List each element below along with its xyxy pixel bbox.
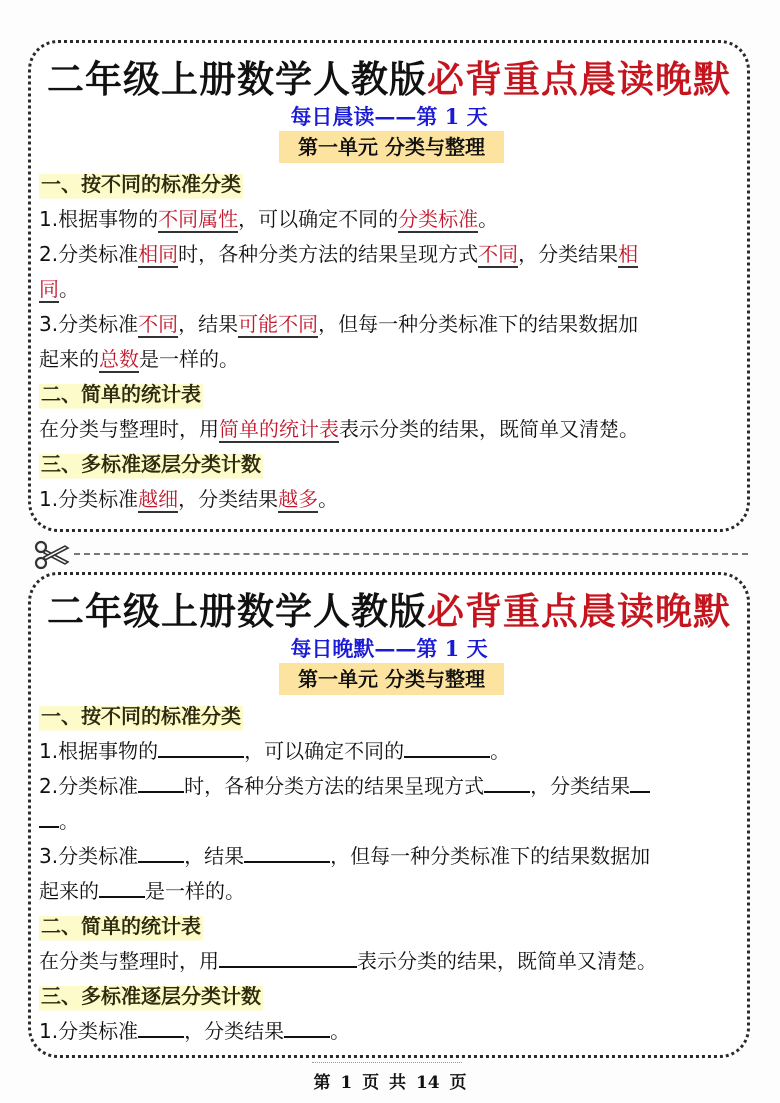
- title-black: 二年级上册数学人教版: [47, 589, 427, 633]
- text: 。: [478, 207, 499, 231]
- fill-blank[interactable]: [99, 874, 145, 898]
- morning-content: [39, 167, 741, 517]
- fill-blank[interactable]: [138, 1014, 184, 1038]
- scissors-icon: [34, 540, 72, 570]
- answer: 不同属性: [158, 207, 239, 231]
- text: 。: [490, 739, 511, 763]
- morning-subtitle: 每日晨读——第 1 天: [290, 104, 488, 129]
- text: 在分类与整理时，用: [39, 417, 219, 441]
- text: 3.分类标准: [39, 844, 139, 868]
- answer: 相: [618, 242, 639, 266]
- text: 起来的: [39, 879, 99, 903]
- text: 表示分类的结果，既简单又清楚。: [357, 949, 657, 973]
- text: 1.分类标准: [39, 1019, 139, 1043]
- answer: 相同: [138, 242, 179, 266]
- fill-blank[interactable]: [219, 944, 357, 968]
- point-3-cont: [39, 342, 741, 377]
- fill-blank[interactable]: [484, 769, 530, 793]
- text: 起来的: [39, 347, 99, 371]
- text: 1.根据事物的: [39, 739, 159, 763]
- blank-3: [39, 839, 741, 874]
- answer: 同: [39, 277, 59, 301]
- text: 表示分类的结果，既简单又清楚。: [339, 417, 639, 441]
- section-heading-1: 一、按不同的标准分类: [39, 699, 243, 734]
- point-2-cont: [39, 272, 741, 307]
- text: ，分类结果: [518, 242, 619, 266]
- fill-blank[interactable]: [138, 769, 184, 793]
- text: 。: [318, 487, 339, 511]
- section-heading-2: 二、简单的统计表: [39, 377, 203, 412]
- text: ，结果: [184, 844, 245, 868]
- main-title: [31, 49, 747, 103]
- blank-2: [39, 769, 741, 804]
- text: 。: [59, 809, 79, 833]
- unit-label: 第一单元 分类与整理: [279, 663, 504, 695]
- answer: 不同: [138, 312, 179, 336]
- title-red: 必背重点晨读晚默: [427, 589, 731, 633]
- answer: 可能不同: [238, 312, 319, 336]
- point-4: [39, 412, 741, 447]
- text: 在分类与整理时，用: [39, 949, 219, 973]
- fill-blank[interactable]: [404, 734, 490, 758]
- blank-1: [39, 734, 741, 769]
- text: 时，各种分类方法的结果呈现方式: [184, 774, 485, 798]
- evening-content: [39, 699, 741, 1049]
- title-red: 必背重点晨读晚默: [427, 57, 731, 101]
- fill-blank[interactable]: [630, 769, 650, 793]
- fill-blank[interactable]: [244, 839, 330, 863]
- text: 2.分类标准: [39, 242, 139, 266]
- point-3: [39, 307, 741, 342]
- section-heading-3: 三、多标准逐层分类计数: [39, 447, 263, 482]
- text: ，分类结果: [178, 487, 279, 511]
- section-heading-1: 一、按不同的标准分类: [39, 167, 243, 202]
- text: 是一样的。: [145, 879, 245, 903]
- point-5: [39, 482, 741, 517]
- text: ，可以确定不同的: [244, 739, 405, 763]
- fill-blank[interactable]: [138, 839, 184, 863]
- footer-rule: [312, 1062, 462, 1063]
- section-heading-3: 三、多标准逐层分类计数: [39, 979, 263, 1014]
- text: ，分类结果: [530, 774, 631, 798]
- blank-5: [39, 1014, 741, 1049]
- text: 1.根据事物的: [39, 207, 159, 231]
- text: ，但每一种分类标准下的结果数据加: [318, 312, 639, 336]
- answer: 越细: [138, 487, 179, 511]
- answer: 简单的统计表: [219, 417, 339, 441]
- evening-subtitle: 每日晚默——第 1 天: [290, 636, 488, 661]
- text: 时，各种分类方法的结果呈现方式: [178, 242, 479, 266]
- text: ，可以确定不同的: [238, 207, 399, 231]
- fill-blank[interactable]: [284, 1014, 330, 1038]
- blank-4: [39, 944, 741, 979]
- main-title: [31, 581, 747, 635]
- text: 3.分类标准: [39, 312, 139, 336]
- blank-2-cont: [39, 804, 741, 839]
- answer: 分类标准: [398, 207, 479, 231]
- fill-blank[interactable]: [39, 804, 59, 828]
- text: 。: [330, 1019, 351, 1043]
- text: 1.分类标准: [39, 487, 139, 511]
- answer: 总数: [99, 347, 139, 371]
- evening-recall-card: [28, 572, 750, 1058]
- text: 。: [59, 277, 79, 301]
- section-heading-2: 二、简单的统计表: [39, 909, 203, 944]
- blank-3-cont: [39, 874, 741, 909]
- answer: 不同: [478, 242, 519, 266]
- unit-label: 第一单元 分类与整理: [279, 131, 504, 163]
- fill-blank[interactable]: [158, 734, 244, 758]
- point-1: [39, 202, 741, 237]
- text: ，结果: [178, 312, 239, 336]
- text: 2.分类标准: [39, 774, 139, 798]
- cut-line: [34, 548, 748, 560]
- answer: 越多: [278, 487, 319, 511]
- text: ，分类结果: [184, 1019, 285, 1043]
- text: 是一样的。: [139, 347, 239, 371]
- page-indicator: 第 1 页 共 14 页: [313, 1073, 467, 1093]
- dashed-divider: [74, 553, 748, 555]
- point-2: [39, 237, 741, 272]
- morning-reading-card: [28, 40, 750, 532]
- text: ，但每一种分类标准下的结果数据加: [330, 844, 651, 868]
- title-black: 二年级上册数学人教版: [47, 57, 427, 101]
